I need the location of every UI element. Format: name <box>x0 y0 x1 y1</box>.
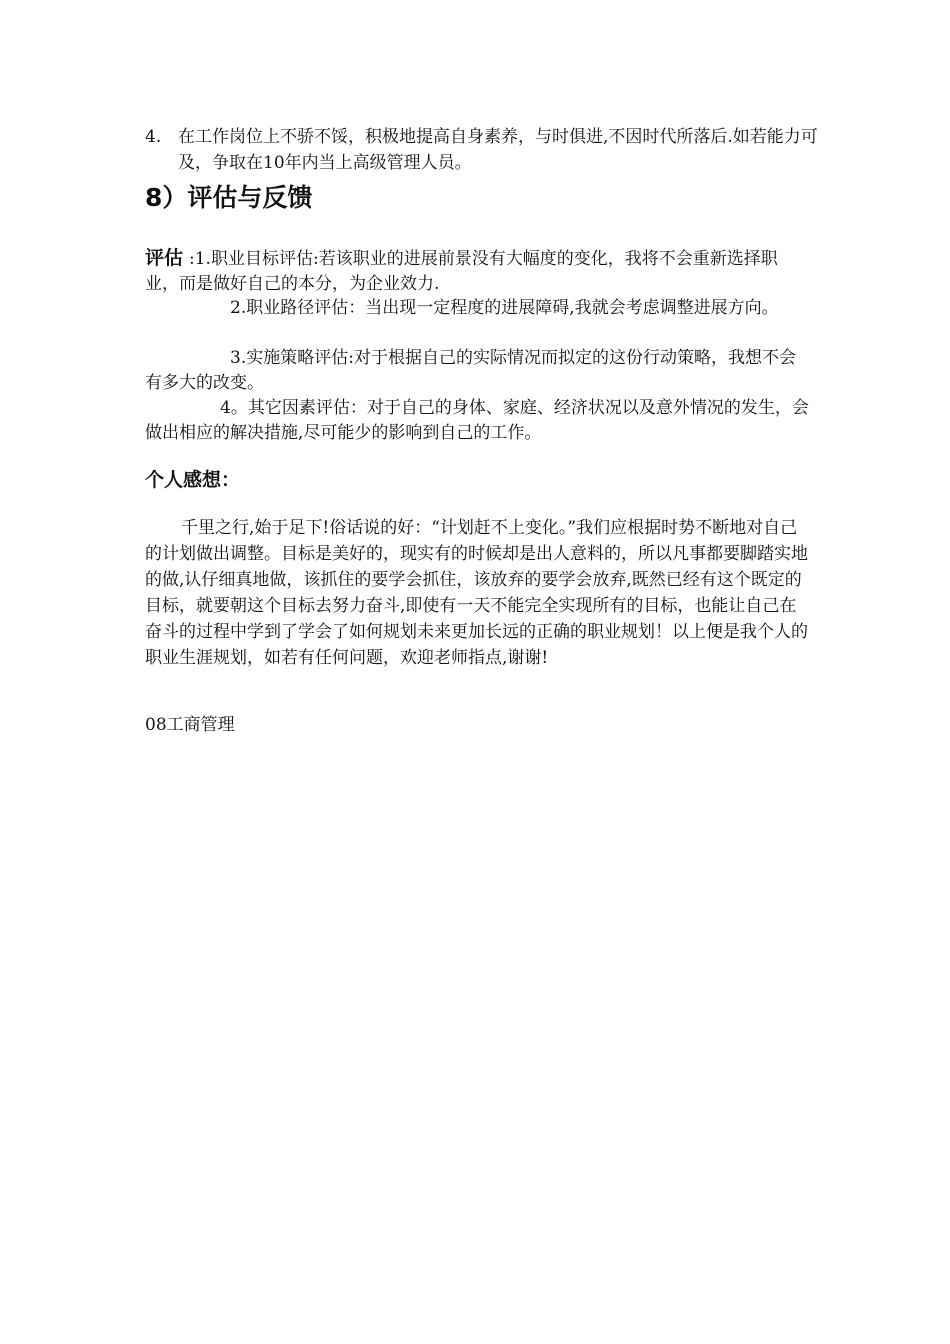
eval-item-3: 3.实施策略评估:对于根据自己的实际情况而拟定的这份行动策略，我想不会有多大的改变。 <box>145 348 796 393</box>
personal-paragraph: 千里之行,始于足下!俗话说的好：“计划赶不上变化。”我们应根据时势不断地对自己的计划做出调整。目标是美好的，现实有的时候却是出人意料的，所以凡事都要脚踏实地的做,认仔细真地做，该抓住的要学会抓住，该放弃的要学会放弃,既然已经有这个既定的目标，就要朝这个目标去努力奋斗,即使有一天不能完全实现所有的目标，也能让自己在奋斗的过程中学到了学会了如何规划未来更加长远的正确的职业规划！以上便是我个人的职业生涯规划，如若有任何问题，欢迎老师指点,谢谢! <box>145 518 808 668</box>
section-heading-personal: 个人感想： <box>145 469 241 491</box>
eval-item-4: 4。其它因素评估：对于自己的身体、家庭、经济状况以及意外情况的发生，会做出相应的解决措施,尽可能少的影响到自己的工作。 <box>145 398 809 443</box>
footer-class-label: 08工商管理 <box>145 715 235 735</box>
section-heading-evaluation: 8）评估与反馈 <box>145 183 313 212</box>
eval-item-2: 2.职业路径评估：当出现一定程度的进展障碍,我就会考虑调整进展方向。 <box>230 298 779 318</box>
list-item-number: 4. <box>145 127 162 147</box>
list-item-4 <box>145 124 825 176</box>
eval-item-1 <box>145 246 810 297</box>
eval-item-1-text: :1.职业目标评估:若该职业的进展前景没有大幅度的变化，我将不会重新选择职业，而是做好自己的本分，为企业效力. <box>145 249 778 294</box>
eval-label: 评估 <box>145 247 184 269</box>
list-item-text: 在工作岗位上不骄不馁，积极地提高自身素养，与时俱进,不因时代所落后.如若能力可及，争取在10年内当上高级管理人员。 <box>178 127 818 173</box>
